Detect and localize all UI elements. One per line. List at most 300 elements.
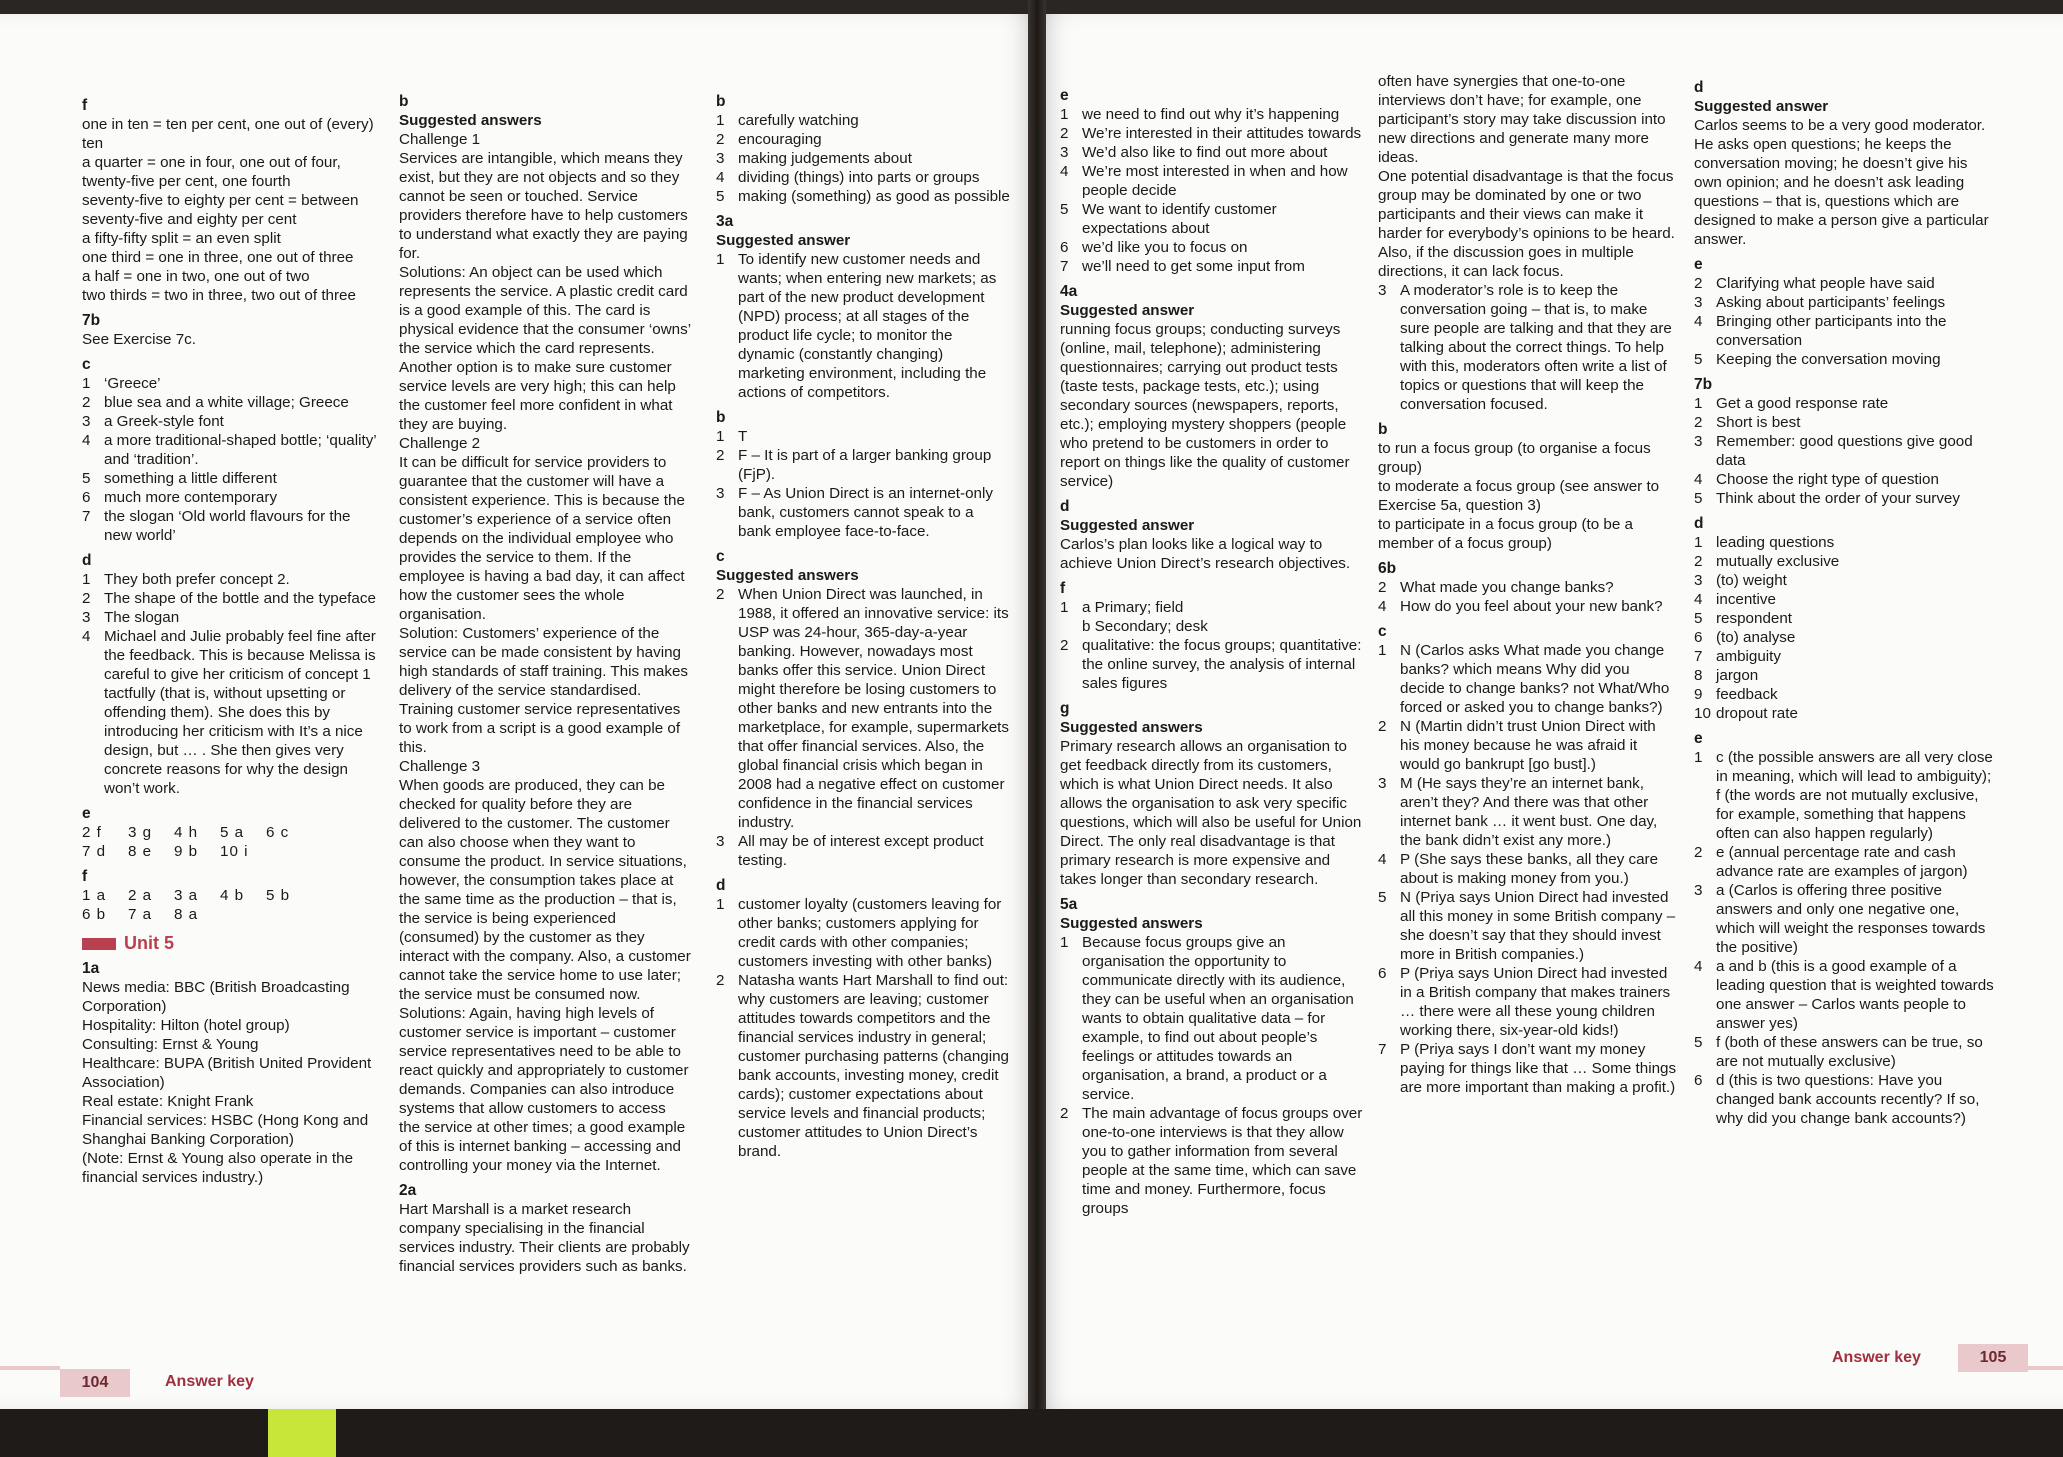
item-text: The main advantage of focus groups over one-to-one interviews is that they allow you to gather information from several people at the same time, which can save time and money. Furthermore, focus groups — [1082, 1105, 1363, 1217]
answer-item — [82, 608, 380, 627]
item-text: When Union Direct was launched, in 1988, it offered an innovative service: its USP was 24-hour, 365-day-a-year banking. However, nowadays most banks offer this service. Union Direct might therefore be losing customers to other banks and new entrants into the marketplace, for example, supermarkets that offer financial services. Also, the global financial crisis which began in 2008 had a negative effect on customer confidence in the financial services industry. — [738, 586, 1009, 831]
exercise-heading: 7b — [82, 312, 101, 329]
item-text: ‘Greece’ — [104, 375, 161, 392]
item-number: 2 — [1694, 414, 1703, 431]
item-number: 6 — [1378, 965, 1387, 982]
item-text: Think about the order of your survey — [1716, 490, 1960, 507]
answer-item — [1378, 1040, 1678, 1097]
grid-cell — [266, 905, 312, 924]
exercise-heading: 1a — [82, 960, 100, 977]
unit-bar-icon — [82, 938, 116, 950]
item-number: 3 — [1060, 144, 1069, 161]
exercise-heading: d — [1060, 498, 1070, 515]
item-number: 1 — [1694, 749, 1703, 766]
item-number: 5 — [1378, 889, 1387, 906]
item-text: we’ll need to get some input from — [1082, 258, 1305, 275]
item-text: f (both of these answers can be true, so are not mutually exclusive) — [1716, 1034, 1983, 1070]
item-text: Bringing other participants into the conversation — [1716, 313, 1947, 349]
suggested-answer-label: Suggested answers — [716, 567, 859, 584]
answer-text: (Note: Ernst & Young also operate in the financial services industry.) — [82, 1150, 354, 1186]
exercise-heading: b — [716, 93, 726, 110]
item-text: a more traditional-shaped bottle; ‘quality’ and ‘tradition’. — [104, 432, 377, 468]
answer-text: Challenge 1 — [399, 131, 481, 148]
item-text: much more contemporary — [104, 489, 278, 506]
grid-cell: 10 i — [220, 843, 249, 860]
item-text: Short is best — [1716, 414, 1801, 431]
item-text: c (the possible answers are all very close in meaning, which will lead to ambiguity); f (the words are not mutually exclusive, for example, something that happens often can also happen regularly) — [1716, 749, 1993, 842]
item-number: 7 — [82, 508, 91, 525]
suggested-answer-label: Suggested answer — [1060, 517, 1195, 534]
grid-cell: 5 b — [266, 887, 291, 904]
answer-text: to participate in a focus group (to be a member of a focus group) — [1378, 516, 1633, 552]
item-number: 7 — [1694, 648, 1703, 665]
item-text: Choose the right type of question — [1716, 471, 1939, 488]
answer-text: Real estate: Knight Frank — [82, 1093, 254, 1110]
item-text: (to) weight — [1716, 572, 1787, 589]
answer-item — [716, 130, 1010, 149]
answer-item — [1694, 957, 1994, 1033]
item-number: 4 — [1694, 591, 1703, 608]
right-column-1 — [1060, 80, 1364, 1218]
exercise-heading: e — [82, 805, 91, 822]
item-text: N (Priya says Union Direct had invested all this money in some British company – she doesn’t say that they should invest more in British companies.) — [1400, 889, 1676, 963]
answer-text: Challenge 2 — [399, 435, 481, 452]
item-text: The shape of the bottle and the typeface — [104, 590, 376, 607]
item-number: 2 — [716, 131, 725, 148]
exercise-heading: b — [399, 93, 409, 110]
answer-item — [1060, 200, 1364, 238]
answer-text: to run a focus group (to organise a focus group) — [1378, 440, 1651, 476]
exercise-heading: c — [82, 356, 91, 373]
item-text: Keeping the conversation moving — [1716, 351, 1941, 368]
answer-text: Solutions: An object can be used which represents the service. A plastic credit card is a good example of this. The card is physical evidence that the consumer ‘owns’ the service which the card represents. Another option is to make sure customer service levels are very high; this can help the customer feel more confident in what they are buying. — [399, 264, 691, 433]
item-text: F – As Union Direct is an internet-only bank, customers cannot speak to a bank employee face-to-face. — [738, 485, 993, 540]
answer-item — [1378, 641, 1678, 717]
suggested-answer-label: Suggested answer — [1060, 302, 1195, 319]
item-text: N (Martin didn’t trust Union Direct with his money because he was afraid it would go bankrupt [go bust].) — [1400, 718, 1656, 773]
answer-item — [1060, 105, 1364, 124]
grid-cell: 6 b — [82, 906, 107, 923]
suggested-answer-label: Suggested answers — [399, 112, 542, 129]
item-number: 6 — [1694, 1072, 1703, 1089]
item-number: 2 — [1378, 579, 1387, 596]
answer-item — [716, 168, 1010, 187]
item-text: Clarifying what people have said — [1716, 275, 1935, 292]
item-number: 7 — [1378, 1041, 1387, 1058]
answer-item — [716, 446, 1010, 484]
answer-item — [1694, 274, 1994, 293]
answer-item — [1378, 281, 1678, 414]
answer-item — [1378, 964, 1678, 1040]
answer-text: running focus groups; conducting surveys (online, mail, telephone); administering questionnaires; carrying out product tests (taste tests, package tests, etc.); using secondary sources (newspapers, reports, etc.); employing mystery shoppers (people who pretend to be customers in order to report on things like the quality of customer service) — [1060, 321, 1350, 490]
item-text: we need to find out why it’s happening — [1082, 106, 1340, 123]
item-number: 2 — [1378, 718, 1387, 735]
exercise-heading: 6b — [1378, 560, 1397, 577]
grid-cell — [266, 842, 312, 861]
answer-item — [1060, 1104, 1364, 1218]
exercise-heading: f — [82, 97, 88, 114]
answer-item — [1378, 717, 1678, 774]
item-number: 5 — [716, 188, 725, 205]
item-number: 3 — [1694, 572, 1703, 589]
item-number: 1 — [1694, 534, 1703, 551]
answer-text: seventy-five to eighty per cent = between seventy-five and eighty per cent — [82, 192, 359, 228]
exercise-heading: e — [1694, 256, 1703, 273]
item-text: P (She says these banks, all they care about is making money from you.) — [1400, 851, 1659, 887]
item-number: 1 — [716, 251, 725, 268]
answer-item — [82, 469, 380, 488]
answer-item — [716, 250, 1010, 402]
suggested-answer-label: Suggested answer — [716, 232, 851, 249]
answer-item — [82, 589, 380, 608]
answer-text: a half = one in two, one out of two — [82, 268, 310, 285]
exercise-heading: e — [1694, 730, 1703, 747]
item-number: 9 — [1694, 686, 1703, 703]
exercise-heading: 4a — [1060, 283, 1078, 300]
exercise-heading: c — [716, 548, 725, 565]
answer-item — [82, 374, 380, 393]
item-number: 4 — [1378, 598, 1387, 615]
answer-item — [1060, 636, 1364, 693]
grid-cell — [220, 905, 266, 924]
page-number: 104 — [60, 1369, 130, 1397]
answer-text: two thirds = two in three, two out of three — [82, 287, 356, 304]
item-text: blue sea and a white village; Greece — [104, 394, 349, 411]
item-text: To identify new customer needs and wants; when entering new markets; as part of the new product development (NPD) process; at all stages of the product life cycle; to monitor the dynamic (constantly changing) marketing environment, including the actions of competitors. — [738, 251, 997, 401]
item-text: dropout rate — [1716, 705, 1798, 722]
exercise-heading: c — [1378, 623, 1387, 640]
answer-text: Solution: Customers’ experience of the service can be made consistent by having high standards of staff training. This makes delivery of the service standardised. Training customer service representatives to work from a script is a good example of this. — [399, 625, 688, 756]
item-text: respondent — [1716, 610, 1792, 627]
answer-item — [1060, 162, 1364, 200]
left-column-1 — [82, 90, 380, 1187]
item-text: Because focus groups give an organisation the opportunity to communicate directly with its audience, they can be useful when an organisation wants to obtain qualitative data – for example, to find out about people’s feelings or attitudes towards an organisation, a brand, a product or a service. — [1082, 934, 1354, 1103]
exercise-heading: e — [1060, 87, 1069, 104]
answer-item — [1694, 685, 1994, 704]
answer-item — [1060, 617, 1364, 636]
suggested-answer-label: Suggested answers — [1060, 719, 1203, 736]
grid-cell: 1 a — [82, 887, 107, 904]
item-text: P (Priya says Union Direct had invested in a British company that makes trainers … there were all these young children working there, six-year-old kids!) — [1400, 965, 1671, 1039]
item-number: 1 — [716, 896, 725, 913]
item-number: 1 — [716, 428, 725, 445]
answer-item — [1694, 533, 1994, 552]
item-number: 2 — [1694, 553, 1703, 570]
item-text: ambiguity — [1716, 648, 1781, 665]
answer-text: Hospitality: Hilton (hotel group) — [82, 1017, 290, 1034]
item-number: 3 — [1694, 433, 1703, 450]
answer-item — [1694, 609, 1994, 628]
item-text: carefully watching — [738, 112, 859, 129]
answer-text: a fifty-fifty split = an even split — [82, 230, 281, 247]
exercise-heading: f — [82, 868, 88, 885]
exercise-heading: b — [1378, 421, 1388, 438]
item-number: 2 — [1060, 1105, 1069, 1122]
footer-rule — [0, 1366, 60, 1370]
answer-item — [1694, 470, 1994, 489]
item-text: a Primary; field — [1082, 599, 1184, 616]
item-number: 2 — [1060, 125, 1069, 142]
book-gutter — [1028, 0, 1046, 1457]
answer-item — [716, 149, 1010, 168]
item-number: 3 — [1378, 282, 1387, 299]
item-text: (to) analyse — [1716, 629, 1796, 646]
item-number: 1 — [1060, 599, 1069, 616]
answer-item — [1060, 598, 1364, 617]
item-number: 5 — [1694, 610, 1703, 627]
answer-item — [82, 431, 380, 469]
item-text: They both prefer concept 2. — [104, 571, 290, 588]
grid-cell: 2 a — [128, 887, 153, 904]
exercise-heading: g — [1060, 700, 1070, 717]
answer-item — [1060, 257, 1364, 276]
answer-item — [82, 570, 380, 589]
answer-item — [82, 488, 380, 507]
item-number: 5 — [82, 470, 91, 487]
exercise-heading: 7b — [1694, 376, 1713, 393]
answer-text: one third = one in three, one out of three — [82, 249, 354, 266]
item-number: 4 — [1694, 958, 1703, 975]
answer-item — [1694, 413, 1994, 432]
footer-label: Answer key — [1832, 1349, 1921, 1366]
grid-cell: 7 a — [128, 906, 153, 923]
answer-text: News media: BBC (British Broadcasting Corporation) — [82, 979, 350, 1015]
item-number: 3 — [1694, 294, 1703, 311]
item-number: 1 — [1060, 934, 1069, 951]
item-number: 1 — [1378, 642, 1387, 659]
answer-item — [1060, 143, 1364, 162]
item-text: The slogan — [104, 609, 180, 626]
exercise-heading: d — [82, 552, 92, 569]
item-text: leading questions — [1716, 534, 1835, 551]
answer-text: One potential disadvantage is that the focus group may be dominated by one or two participants and their views can make it harder for everybody’s opinions to be heard. Also, if the discussion goes in multiple directions, it can lack focus. — [1378, 168, 1675, 280]
right-page — [1040, 14, 2063, 1409]
exercise-heading: f — [1060, 580, 1066, 597]
answer-item — [716, 895, 1010, 971]
item-text: What made you change banks? — [1400, 579, 1614, 596]
answer-item — [716, 484, 1010, 541]
answer-item — [1694, 1071, 1994, 1128]
answer-item — [1694, 571, 1994, 590]
answer-item — [1694, 489, 1994, 508]
answer-item — [1694, 394, 1994, 413]
answer-text: Consulting: Ernst & Young — [82, 1036, 259, 1053]
item-text: something a little different — [104, 470, 277, 487]
exercise-heading: b — [716, 409, 726, 426]
answer-item — [1060, 238, 1364, 257]
suggested-answer-label: Suggested answer — [1694, 98, 1829, 115]
item-text: F – It is part of a larger banking group (FjP). — [738, 447, 992, 483]
answer-item — [1694, 666, 1994, 685]
answer-item — [716, 971, 1010, 1161]
item-number: 7 — [1060, 258, 1069, 275]
item-number: 3 — [716, 833, 725, 850]
item-number: 3 — [1378, 775, 1387, 792]
item-text: How do you feel about your new bank? — [1400, 598, 1663, 615]
answer-text: a quarter = one in four, one out of four, twenty-five per cent, one fourth — [82, 154, 341, 190]
item-text: P (Priya says I don’t want my money paying for things like that … Some things are more important than making a profit.) — [1400, 1041, 1677, 1096]
answer-text: When goods are produced, they can be checked for quality before they are delivered to the customer. The customer can also choose when they want to consume the product. In service situations, however, the consumption takes place at the same time as the production – that is, the service is being experienced (consumed) by the customer as they interact with the company. Also, a customer cannot take the service home to use later; the service must be consumed now. — [399, 777, 691, 1003]
answer-item — [1694, 843, 1994, 881]
answer-item — [1694, 552, 1994, 571]
answer-item — [716, 111, 1010, 130]
item-number: 4 — [1694, 471, 1703, 488]
item-number: 1 — [716, 112, 725, 129]
item-number: 1 — [1694, 395, 1703, 412]
item-text: qualitative: the focus groups; quantitative: the online survey, the analysis of internal sales figures — [1082, 637, 1362, 692]
item-text: We’d also like to find out more about — [1082, 144, 1328, 161]
item-text: we’d like you to focus on — [1082, 239, 1248, 256]
exercise-heading: 3a — [716, 213, 734, 230]
grid-cell: 9 b — [174, 843, 199, 860]
item-text: b Secondary; desk — [1082, 618, 1208, 635]
item-text: M (He says they’re an internet bank, aren’t they? And there was that other internet bank … it went bust. One day, the bank didn’t exist any more.) — [1400, 775, 1658, 849]
answer-item — [82, 393, 380, 412]
item-text: a Greek-style font — [104, 413, 224, 430]
item-number: 1 — [82, 571, 91, 588]
grid-cell: 2 f — [82, 824, 102, 841]
answer-text: Solutions: Again, having high levels of customer service is important – customer service representatives need to be able to react quickly and appropriately to customer demands. Companies can also introduce systems that allow customers to access the service at other times; a good example of this is internet banking – accessing and controlling your money via the Internet. — [399, 1005, 689, 1174]
answer-item — [1694, 628, 1994, 647]
answer-text: Hart Marshall is a market research company specialising in the financial services industry. Their clients are probably financial services providers such as banks. — [399, 1201, 690, 1275]
item-number: 2 — [82, 394, 91, 411]
answer-text: to moderate a focus group (see answer to Exercise 5a, question 3) — [1378, 478, 1660, 514]
item-text: d (this is two questions: Have you changed bank accounts recently? If so, why did you change bank accounts?) — [1716, 1072, 1980, 1127]
answer-grid — [82, 823, 380, 861]
grid-cell: 8 a — [174, 906, 199, 923]
item-number: 2 — [82, 590, 91, 607]
answer-grid — [82, 886, 380, 924]
item-text: mutually exclusive — [1716, 553, 1840, 570]
item-number: 6 — [1060, 239, 1069, 256]
item-number: 2 — [1694, 844, 1703, 861]
item-number: 4 — [1060, 163, 1069, 180]
item-text: We want to identify customer expectations about — [1082, 201, 1277, 237]
answer-item — [82, 507, 380, 545]
item-text: Natasha wants Hart Marshall to find out: why customers are leaving; customer attitudes towards competitors and the financial services industry in general; customer purchasing patterns (changing bank accounts, investing money, credit cards); customer expectations about service levels and financial products; customer attitudes to Union Direct’s brand. — [738, 972, 1009, 1160]
item-number: 3 — [82, 413, 91, 430]
item-number: 4 — [82, 432, 91, 449]
answer-text: Primary research allows an organisation to get feedback directly from its customers, which is what Union Direct needs. It also allows the organisation to ask very specific questions, which will also be useful for Union Direct. The only real disadvantage is that primary research is more expensive and takes longer than secondary research. — [1060, 738, 1362, 888]
item-number: 1 — [1060, 106, 1069, 123]
grid-cell: 3 g — [128, 824, 153, 841]
page-number: 105 — [1958, 1344, 2028, 1372]
answer-item — [1060, 933, 1364, 1104]
item-text: making (something) as good as possible — [738, 188, 1010, 205]
answer-item — [1694, 432, 1994, 470]
item-number: 6 — [1694, 629, 1703, 646]
answer-text: often have synergies that one-to-one interviews don’t have; for example, one participant’s story may take discussion into new directions and generate many more ideas. — [1378, 73, 1666, 166]
answer-item — [716, 187, 1010, 206]
answer-text: Challenge 3 — [399, 758, 481, 775]
item-number: 4 — [82, 628, 91, 645]
item-text: jargon — [1716, 667, 1759, 684]
answer-item — [1694, 704, 1994, 723]
item-text: N (Carlos asks What made you change banks? which means Why did you decide to change banks? not What/Who forced or asked you to change banks?) — [1400, 642, 1670, 716]
answer-item — [1378, 578, 1678, 597]
footer-rule — [2028, 1366, 2063, 1370]
answer-item — [82, 412, 380, 431]
answer-text: one in ten = ten per cent, one out of (every) ten — [82, 116, 374, 152]
answer-item — [1694, 312, 1994, 350]
answer-text: Healthcare: BUPA (British United Provident Association) — [82, 1055, 372, 1091]
item-text: Asking about participants’ feelings — [1716, 294, 1946, 311]
item-text: the slogan ‘Old world flavours for the new world’ — [104, 508, 351, 544]
item-number: 4 — [716, 169, 725, 186]
grid-cell: 4 h — [174, 824, 199, 841]
answer-item — [1378, 888, 1678, 964]
item-number: 5 — [1060, 201, 1069, 218]
grid-cell: 5 a — [220, 824, 245, 841]
yellow-sticky-tab — [268, 1409, 336, 1457]
exercise-heading: d — [716, 877, 726, 894]
grid-cell: 7 d — [82, 843, 107, 860]
item-number: 3 — [716, 150, 725, 167]
left-column-3 — [716, 86, 1010, 1161]
answer-item — [1694, 881, 1994, 957]
exercise-heading: d — [1694, 79, 1704, 96]
item-number: 2 — [716, 447, 725, 464]
item-number: 3 — [716, 485, 725, 502]
item-text: Michael and Julie probably feel fine after the feedback. This is because Melissa is careful to give her criticism of concept 1 tactfully (that is, without upsetting or offending them). She does this by introducing her criticism with It’s a nice design, but … . She then gives very concrete reasons for why the design won’t work. — [104, 628, 376, 797]
answer-item — [1378, 850, 1678, 888]
item-text: A moderator’s role is to keep the conversation going – that is, to make sure people are talking and that they are talking about the correct things. To help with this, moderators often write a list of topics or questions that will keep the conversation focused. — [1400, 282, 1672, 413]
item-text: a and b (this is a good example of a leading question that is weighted towards one answer – Carlos wants people to answer yes) — [1716, 958, 1994, 1032]
unit-heading — [82, 934, 380, 953]
item-number: 1 — [82, 375, 91, 392]
answer-item — [1694, 1033, 1994, 1071]
item-text: incentive — [1716, 591, 1776, 608]
grid-cell: 3 a — [174, 887, 199, 904]
unit-title: Unit 5 — [124, 933, 175, 953]
right-column-3 — [1694, 72, 1994, 1128]
answer-text: Services are intangible, which means they exist, but they are not objects and so they cannot be seen or touched. Service providers therefore have to help customers to understand what exactly they are paying for. — [399, 150, 688, 262]
item-text: dividing (things) into parts or groups — [738, 169, 980, 186]
answer-item — [1694, 293, 1994, 312]
answer-text: See Exercise 7c. — [82, 331, 196, 348]
answer-item — [1378, 774, 1678, 850]
answer-item — [1694, 350, 1994, 369]
item-text: Remember: good questions give good data — [1716, 433, 1973, 469]
item-text: customer loyalty (customers leaving for other banks; customers applying for credit cards with other companies; customers investing with other banks) — [738, 896, 1002, 970]
item-number: 2 — [1060, 637, 1069, 654]
suggested-answer-label: Suggested answers — [1060, 915, 1203, 932]
exercise-heading: 5a — [1060, 896, 1078, 913]
answer-item — [716, 832, 1010, 870]
answer-item — [716, 427, 1010, 446]
answer-text: Carlos’s plan looks like a logical way to achieve Union Direct’s research objectives. — [1060, 536, 1351, 572]
item-number: 5 — [1694, 351, 1703, 368]
item-number: 2 — [1694, 275, 1703, 292]
item-number — [1060, 617, 1082, 636]
item-number: 2 — [716, 972, 725, 989]
footer-label: Answer key — [165, 1373, 254, 1390]
answer-item — [82, 627, 380, 798]
item-number: 4 — [1694, 313, 1703, 330]
item-number: 8 — [1694, 667, 1703, 684]
item-number: 4 — [1378, 851, 1387, 868]
item-text: encouraging — [738, 131, 822, 148]
item-number: 3 — [1694, 882, 1703, 899]
left-page — [0, 14, 1035, 1409]
exercise-heading: 2a — [399, 1182, 417, 1199]
item-text: Get a good response rate — [1716, 395, 1889, 412]
item-number: 5 — [1694, 490, 1703, 507]
answer-text: Carlos seems to be a very good moderator. He asks open questions; he keeps the conversation moving; he doesn’t give his own opinion; and he doesn’t ask leading questions – that is, questions which are designed to make a person give a particular answer. — [1694, 117, 1989, 248]
grid-cell: 6 c — [266, 824, 290, 841]
right-column-2 — [1378, 72, 1678, 1097]
answer-item — [1378, 597, 1678, 616]
